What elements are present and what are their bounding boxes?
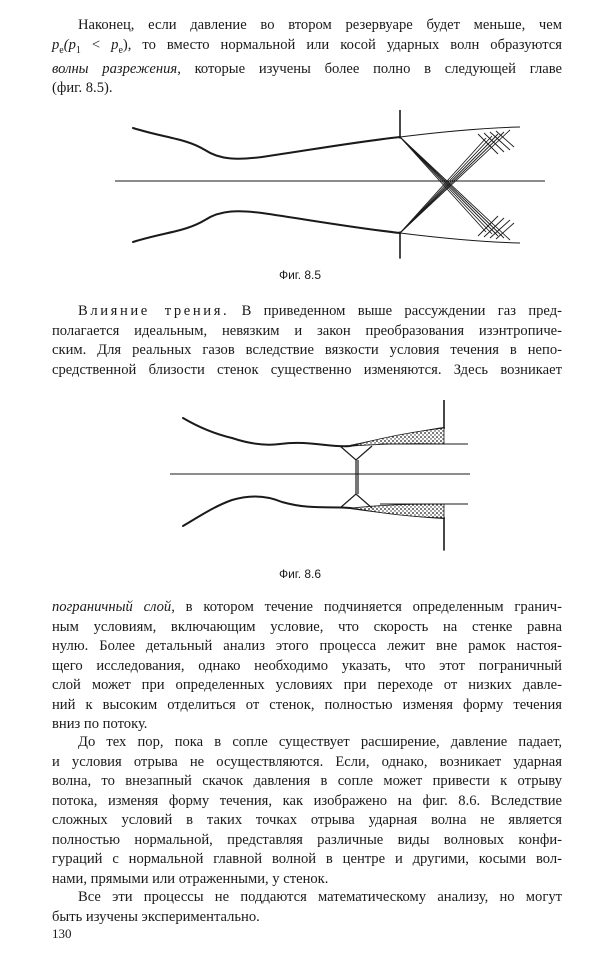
- text-line: ским. Для реальных газов вследствие вязкости условия течения в непо-: [52, 342, 562, 358]
- text-line: [52, 598, 562, 618]
- text-line: средственной близости стенок существенно изменяются. Здесь возникает: [52, 361, 562, 378]
- text-line: щего исследования, однако необходимо указать, что этот пограничный: [52, 657, 562, 674]
- text-span: , в котором течение подчиняется определенным гранич-: [171, 599, 563, 615]
- text-line: слой может при определенных условиях при переходе от низких давле-: [52, 677, 562, 693]
- nozzle-lower-wall: [133, 211, 400, 242]
- math-sub: e: [59, 44, 64, 56]
- text-line: полностью нормальной, представляя различные виды волновых конфи-: [52, 831, 562, 848]
- italic-term: пограничный слой: [52, 599, 172, 615]
- text-line: [52, 60, 562, 80]
- figure-8-5: [0, 110, 600, 260]
- figure-8-6: [0, 400, 600, 560]
- math-var: p: [52, 36, 60, 53]
- jet-boundary-upper: [400, 127, 520, 137]
- paragraph-separation: [52, 733, 562, 889]
- text-line: быть изучены экспериментально.: [52, 908, 260, 925]
- page-number: 130: [52, 926, 72, 941]
- text-line: и условия отрыва не осуществляются. Если, однако, возникает ударная: [52, 753, 562, 770]
- text-span: ), то вместо нормальной или косой ударных волн образуются: [122, 36, 562, 53]
- text-line: ний к высоким отделиться от стенок, полностью изменяя форму течения: [52, 696, 562, 713]
- math-var: p: [111, 36, 119, 53]
- text-line: волна, то внезапный скачок давления в сопле может привести к отрыву: [52, 773, 562, 789]
- paragraph-conclusion: [52, 888, 562, 927]
- italic-term: волны разрежения: [52, 60, 178, 77]
- math-sub: e: [118, 44, 123, 56]
- nozzle-upper-wall: [133, 128, 400, 159]
- text-span: , которые изучены более полно в следующей главе: [177, 60, 562, 77]
- text-line: нулю. Более детальный анализ этого процесса лежит вне рамок настоя-: [52, 638, 562, 654]
- math-sub: 1: [75, 44, 81, 56]
- lambda-shock-lower: [340, 494, 372, 508]
- text-line: сложных условий в таких точках отрыва ударная волна не является: [52, 812, 562, 828]
- spaced-heading: Влияние трения.: [78, 303, 230, 319]
- text-line: (фиг. 8.5).: [52, 80, 113, 97]
- paragraph-nozzle-expansion: [52, 16, 562, 99]
- text-line: гураций с нормальной главной волной в центре и другими, косыми вол-: [52, 851, 562, 867]
- text-line: нами, прямыми или отраженными, у стенок.: [52, 870, 329, 887]
- text-line: вниз по потоку.: [52, 716, 148, 732]
- figure-8-5-caption: Фиг. 8.5: [278, 268, 322, 282]
- boundary-layer-upper: [352, 428, 444, 446]
- text-line: [52, 302, 562, 322]
- text-line: До тех пор, пока в сопле существует расширение, давление падает,: [78, 734, 562, 750]
- text-line: [52, 36, 562, 60]
- paragraph-friction: [52, 302, 562, 380]
- math-var: (p: [63, 36, 76, 53]
- paragraph-boundary-layer: [52, 598, 562, 735]
- text-line: Все эти процессы не поддаются математическому анализу, но могут: [78, 889, 562, 905]
- figure-8-6-caption: Фиг. 8.6: [278, 567, 322, 581]
- jet-boundary-lower: [400, 233, 520, 243]
- text-line: полагается идеальным, невязким и закон преобразования изэнтропиче-: [52, 322, 562, 339]
- text-line: потока, изменяя форму течения, как изображено на фиг. 8.6. Вследствие: [52, 792, 562, 809]
- math-lt: <: [80, 36, 112, 53]
- text-line: Наконец, если давление во втором резервуаре будет меньше, чем: [78, 17, 562, 33]
- text-line: ным условиям, включающим условие, что скорость на стенке равна: [52, 618, 562, 635]
- text-span: В приведенном выше рассуждении газ пред-: [229, 303, 562, 319]
- lambda-shock-upper: [340, 446, 372, 460]
